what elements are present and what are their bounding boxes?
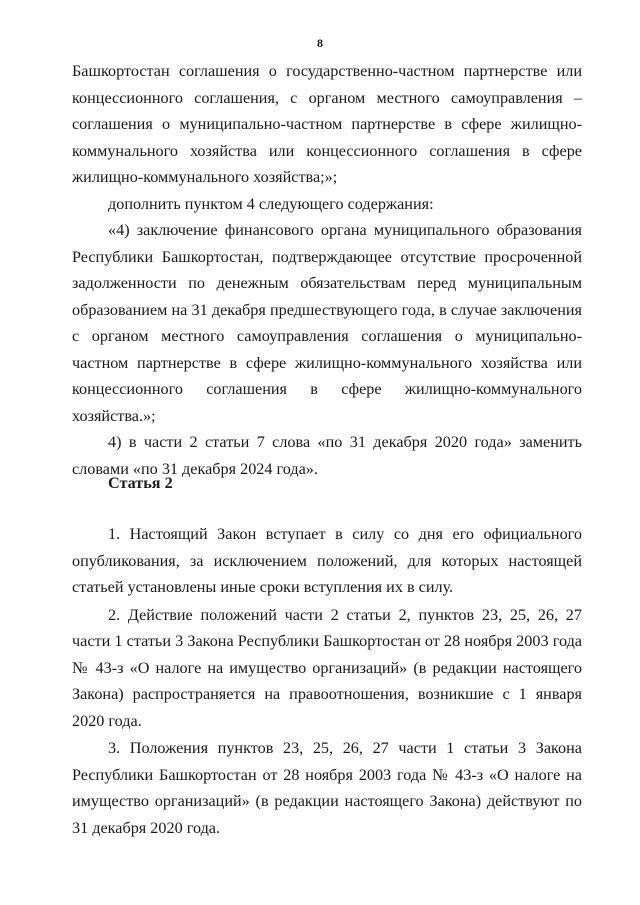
paragraph: дополнить пунктом 4 следующего содержания: bbox=[108, 194, 434, 213]
paragraph: Башкортостан соглашения о государственно-частном партнерстве или концессионного соглашения, с органом местного самоуправления – соглашения о муниципально-частном партнерстве в сфере жилищно-коммунального хозяйства или концессионного соглашения в сфере жилищно-коммунального хозяйства;»; bbox=[72, 62, 582, 186]
section-body bbox=[72, 58, 582, 482]
paragraph: 4) в части 2 статьи 7 слова «по 31 декабря 2020 года» заменить словами «по 31 декабря 2024 года». bbox=[72, 433, 582, 478]
paragraph: «4) заключение финансового органа муниципального образования Республики Башкортостан, подтверждающее отсутствие просроченной задолженности по денежным обязательствам перед муниципальным образованием на 31 декабря предшествующего года, в случае заключения с органом местного самоуправления соглашения о муниципально-частном партнерстве в сфере жилищно-коммунального хозяйства или концессионного соглашения в сфере жилищно-коммунального хозяйства.»; bbox=[72, 221, 582, 425]
article-heading: Статья 2 bbox=[108, 474, 173, 492]
paragraph: 3. Положения пунктов 23, 25, 26, 27 части 1 статьи 3 Закона Республики Башкортостан от 28 ноября 2003 года № 43-з «О налоге на имущество организаций» (в редакции настоящего Закона) действуют по 31 декабря 2020 года. bbox=[72, 739, 582, 837]
paragraph: 1. Настоящий Закон вступает в силу со дня его официального опубликования, за исключением положений, для которых настоящей статьей установлены иные сроки вступления их в силу. bbox=[72, 525, 582, 596]
page-number: 8 bbox=[317, 36, 323, 50]
article-body bbox=[72, 521, 582, 841]
paragraph: 2. Действие положений части 2 статьи 2, пунктов 23, 25, 26, 27 части 1 статьи 3 Закона Республики Башкортостан от 28 ноября 2003 года № 43-з «О налоге на имущество организаций» (в редакции настоящего Закона) распространяется на правоотношения, возникшие с 1 января 2020 года. bbox=[72, 605, 582, 730]
